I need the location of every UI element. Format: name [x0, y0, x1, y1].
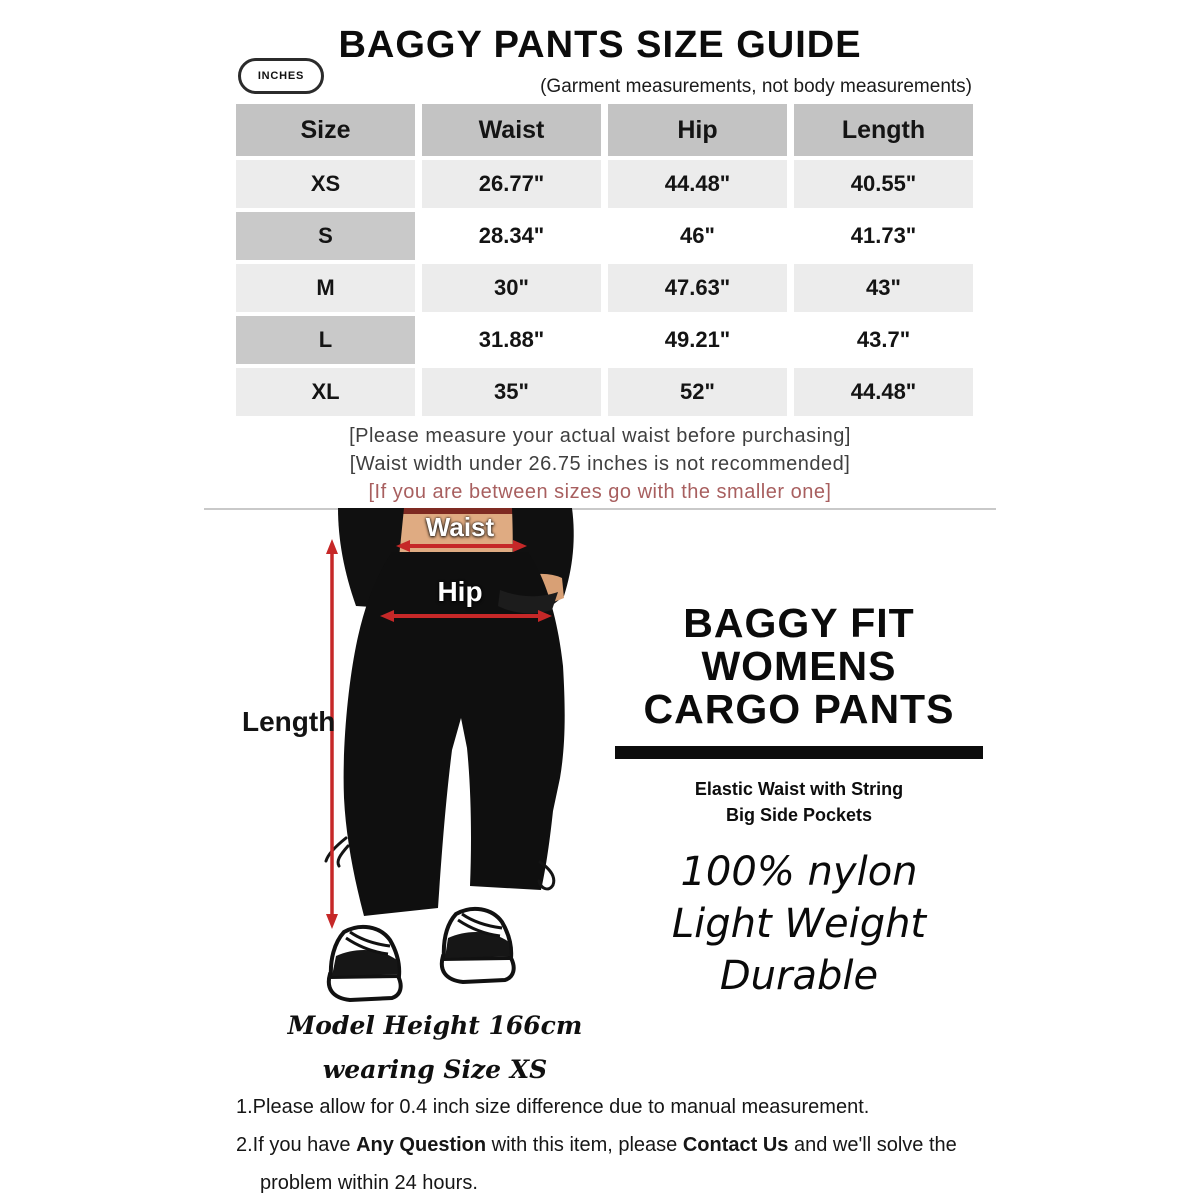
column-header-hip: Hip [608, 104, 787, 156]
table-cell-size: M [236, 264, 415, 312]
table-cell-length: 40.55" [794, 160, 973, 208]
inches-badge [238, 58, 324, 94]
model-caption [260, 1004, 610, 1092]
inches-badge-label: INCHES [257, 70, 305, 82]
subtitle: (Garment measurements, not body measurements) [540, 76, 972, 97]
measurement-note-2: [Waist width under 26.75 inches is not recommended] [349, 453, 851, 475]
footer-note-2-mid: with this item, please [486, 1134, 683, 1156]
page-title: BAGGY PANTS SIZE GUIDE [338, 24, 862, 66]
product-title [608, 602, 990, 731]
model-caption-line1: Model Height 166cm [287, 1011, 583, 1040]
table-cell-size: S [236, 212, 415, 260]
table-cell-hip: 52" [608, 368, 787, 416]
table-cell-hip: 44.48" [608, 160, 787, 208]
product-title-line2: WOMENS [701, 643, 897, 690]
table-cell-waist: 30" [422, 264, 601, 312]
material-line3: Durable [719, 953, 879, 1000]
footer-note-2-bold1: Any Question [356, 1134, 487, 1156]
table-cell-waist: 31.88" [422, 316, 601, 364]
table-cell-length: 43.7" [794, 316, 973, 364]
length-annotation: Length [242, 706, 336, 737]
table-cell-hip: 49.21" [608, 316, 787, 364]
material-line1: 100% nylon [680, 849, 918, 896]
footer-notes [236, 1088, 1176, 1200]
footer-note-2-bold2: Contact Us [682, 1134, 789, 1156]
column-header-waist: Waist [422, 104, 601, 156]
feature-line1: Elastic Waist with String [694, 779, 904, 800]
table-cell-size: XL [236, 368, 415, 416]
hip-annotation: Hip [437, 576, 483, 607]
table-cell-hip: 47.63" [608, 264, 787, 312]
title-underline-bar [615, 746, 983, 759]
footer-note-2 [236, 1126, 1176, 1164]
table-cell-length: 41.73" [794, 212, 973, 260]
table-cell-hip: 46" [608, 212, 787, 260]
column-header-length: Length [794, 104, 973, 156]
table-cell-size: L [236, 316, 415, 364]
footer-note-1: 1.Please allow for 0.4 inch size difference due to manual measurement. [236, 1096, 870, 1118]
model-measurement-diagram [300, 506, 600, 1006]
measurement-note-1: [Please measure your actual waist before purchasing] [349, 425, 851, 447]
model-caption-line2: wearing Size XS [322, 1055, 548, 1084]
table-cell-length: 44.48" [794, 368, 973, 416]
footer-note-2-prefix: 2.If you have [236, 1134, 357, 1156]
table-cell-waist: 35" [422, 368, 601, 416]
footer-note-2-line2: problem within 24 hours. [260, 1172, 478, 1194]
table-cell-waist: 26.77" [422, 160, 601, 208]
product-description [608, 602, 990, 1002]
product-title-line3: CARGO PANTS [643, 686, 955, 733]
product-features [608, 776, 990, 828]
table-cell-length: 43" [794, 264, 973, 312]
footer-note-2-suffix: and we'll solve the [788, 1134, 957, 1156]
measurement-note-3: [If you are between sizes go with the smaller one] [368, 481, 832, 503]
measurement-notes [200, 422, 1000, 506]
waist-annotation: Waist [425, 512, 495, 542]
product-material [608, 846, 990, 1002]
table-cell-waist: 28.34" [422, 212, 601, 260]
material-line2: Light Weight [671, 901, 927, 948]
feature-line2: Big Side Pockets [725, 805, 873, 826]
product-title-line1: BAGGY FIT [683, 600, 915, 646]
size-table [236, 104, 973, 416]
table-cell-size: XS [236, 160, 415, 208]
column-header-size: Size [236, 104, 415, 156]
